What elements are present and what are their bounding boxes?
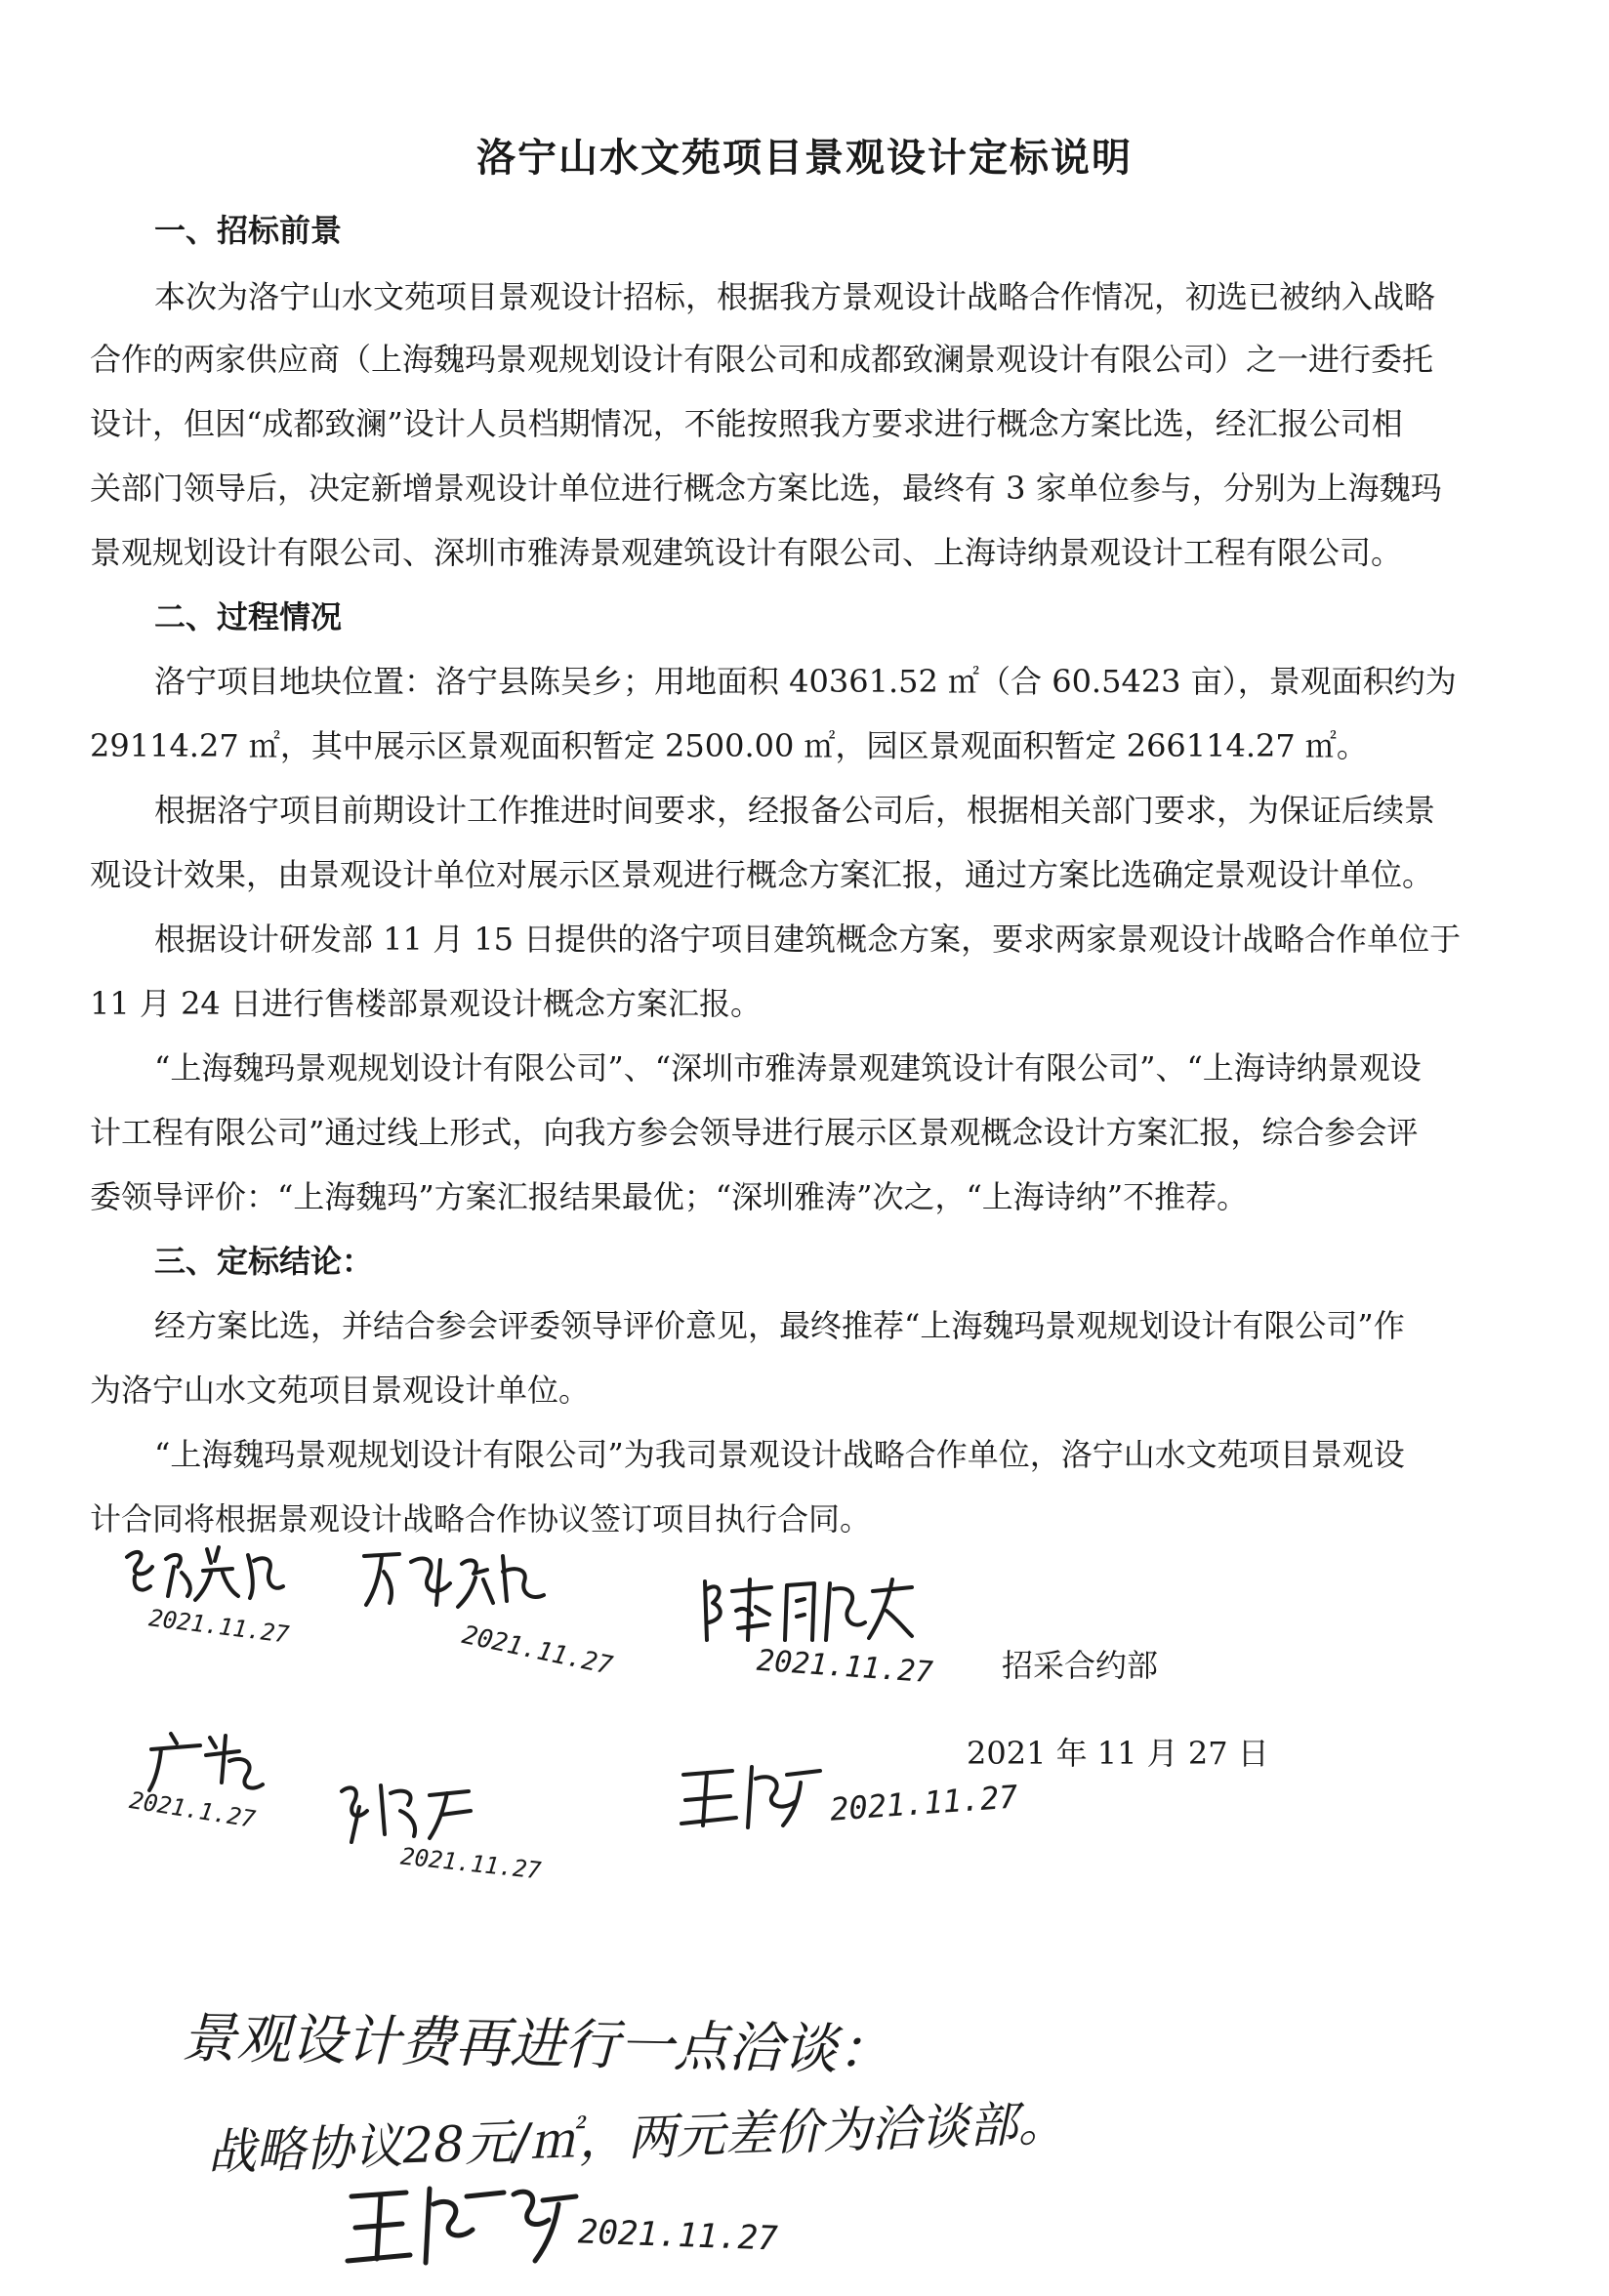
paragraph-line: “上海魏玛景观规划设计有限公司”、“深圳市雅涛景观建筑设计有限公司”、“上海诗纳景观设 (154, 1049, 1422, 1086)
handwritten-signature (332, 1772, 478, 1850)
handwritten-signature (117, 1538, 288, 1606)
paragraph-line: 29114.27 ㎡，其中展示区景观面积暂定 2500.00 ㎡，园区景观面积暂定 266114.27 ㎡。 (90, 727, 1368, 764)
paragraph-line: 11 月 24 日进行售楼部景观设计概念方案汇报。 (90, 985, 762, 1022)
handwritten-signature (674, 1757, 830, 1835)
handwritten-signature (342, 2175, 586, 2273)
paragraph-line: 本次为洛宁山水文苑项目景观设计招标，根据我方景观设计战略合作情况，初选已被纳入战略 (154, 278, 1436, 315)
paragraph-line: 景观规划设计有限公司、深圳市雅涛景观建筑设计有限公司、上海诗纳景观设计工程有限公司。 (90, 534, 1403, 571)
paragraph-line: 经方案比选，并结合参会评委领导评价意见，最终推荐“上海魏玛景观规划设计有限公司”作 (154, 1307, 1405, 1344)
section-heading-1: 一、招标前景 (154, 212, 343, 249)
signature-date: 2021.1.27 (127, 1786, 258, 1833)
paragraph-line: 为洛宁山水文苑项目景观设计单位。 (90, 1372, 591, 1409)
paragraph-line: “上海魏玛景观规划设计有限公司”为我司景观设计战略合作单位，洛宁山水文苑项目景观设 (154, 1436, 1405, 1473)
paragraph-line: 根据设计研发部 11 月 15 日提供的洛宁项目建筑概念方案，要求两家景观设计战略合作单位于 (154, 921, 1462, 958)
section-heading-3: 三、定标结论： (154, 1243, 374, 1280)
paragraph-line: 委领导评价：“上海魏玛”方案汇报结果最优；“深圳雅涛”次之，“上海诗纳”不推荐。 (90, 1178, 1249, 1215)
handwritten-signature (693, 1572, 918, 1650)
handwritten-note-line: 战略协议28元/㎡，两元差价为洽谈部。 (206, 2094, 1068, 2182)
paragraph-line: 计合同将根据景观设计战略合作协议签订项目执行合同。 (90, 1500, 872, 1538)
paragraph-line: 关部门领导后，决定新增景观设计单位进行概念方案比选，最终有 3 家单位参与，分别为上海魏玛 (90, 470, 1442, 507)
section-heading-2: 二、过程情况 (154, 598, 343, 636)
signature-date: 2021.11.27 (577, 2212, 779, 2259)
handwritten-note-line: 景观设计费再进行一点洽谈： (181, 2006, 893, 2083)
handwritten-signature (142, 1726, 268, 1799)
issuer-department: 招采合约部 (1002, 1647, 1159, 1684)
signature-date: 2021.11.27 (828, 1778, 1019, 1828)
signature-date: 2021.11.27 (398, 1842, 543, 1885)
paragraph-line: 设计，但因“成都致澜”设计人员档期情况，不能按照我方要求进行概念方案比选，经汇报公司相 (90, 405, 1403, 442)
issuer-date: 2021 年 11 月 27 日 (967, 1735, 1269, 1772)
signature-date: 2021.11.27 (146, 1604, 291, 1649)
signature-date: 2021.11.27 (755, 1643, 934, 1691)
document-title: 洛宁山水文苑项目景观设计定标说明 (476, 136, 1133, 181)
paragraph-line: 计工程有限公司”通过线上形式，向我方参会领导进行展示区景观概念设计方案汇报，综合参会评 (90, 1114, 1419, 1151)
signature-date: 2021.11.27 (459, 1620, 615, 1681)
handwritten-signature (356, 1542, 552, 1620)
paragraph-line: 合作的两家供应商（上海魏玛景观规划设计有限公司和成都致澜景观设计有限公司）之一进行委托 (90, 341, 1434, 378)
paragraph-line: 洛宁项目地块位置：洛宁县陈吴乡；用地面积 40361.52 ㎡（合 60.5423 亩），景观面积约为 (154, 663, 1457, 700)
paragraph-line: 观设计效果，由景观设计单位对展示区景观进行概念方案汇报，通过方案比选确定景观设计单位。 (90, 856, 1434, 893)
paragraph-line: 根据洛宁项目前期设计工作推进时间要求，经报备公司后，根据相关部门要求，为保证后续景 (154, 792, 1436, 829)
